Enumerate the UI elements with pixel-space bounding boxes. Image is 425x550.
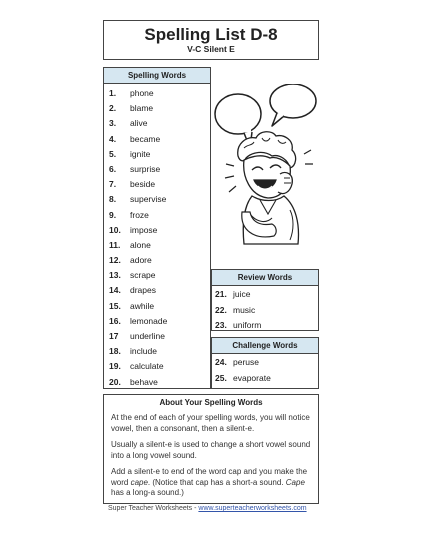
list-item bbox=[212, 355, 318, 371]
list-item bbox=[104, 329, 210, 344]
item-number: 22. bbox=[215, 304, 227, 315]
footer bbox=[108, 505, 307, 512]
list-item bbox=[104, 223, 210, 238]
list-item bbox=[104, 238, 210, 253]
list-item bbox=[104, 177, 210, 192]
list-item bbox=[104, 86, 210, 101]
item-word: alone bbox=[130, 239, 151, 250]
laughing-kid-speech-bubbles-icon bbox=[214, 84, 318, 264]
item-word: calculate bbox=[130, 361, 164, 372]
item-number: 19. bbox=[109, 361, 121, 372]
item-number: 14. bbox=[109, 285, 121, 296]
about-heading: About Your Spelling Words bbox=[159, 398, 263, 407]
about-text: . (Notice that cap has a short-a sound. bbox=[147, 477, 286, 487]
about-paragraph-3 bbox=[111, 467, 311, 499]
challenge-words-box bbox=[211, 337, 319, 389]
item-number: 25. bbox=[215, 372, 227, 383]
challenge-words-heading: Challenge Words bbox=[212, 338, 318, 354]
item-word: alive bbox=[130, 118, 148, 129]
item-word: behave bbox=[130, 376, 158, 387]
item-word: beside bbox=[130, 179, 156, 190]
list-item bbox=[212, 318, 318, 334]
about-paragraph-2: Usually a silent-e is used to change a short vowel sound into a long vowel sound. bbox=[111, 440, 311, 460]
item-number: 10. bbox=[109, 224, 121, 235]
about-box bbox=[103, 394, 319, 504]
list-item bbox=[212, 371, 318, 387]
list-item bbox=[104, 314, 210, 329]
page-subtitle: V-C Silent E bbox=[187, 44, 235, 54]
about-italic-word: cape bbox=[130, 477, 148, 487]
list-item bbox=[104, 253, 210, 268]
about-text: Add a silent-e to end of the word cap and you make the word bbox=[111, 467, 308, 487]
list-item bbox=[104, 116, 210, 131]
list-item bbox=[104, 359, 210, 374]
item-number: 18. bbox=[109, 346, 121, 357]
item-number: 12. bbox=[109, 255, 121, 266]
item-number: 3. bbox=[109, 118, 117, 129]
list-item bbox=[104, 132, 210, 147]
footer-link[interactable]: www.superteacherworksheets.com bbox=[198, 505, 307, 512]
item-word: music bbox=[233, 304, 256, 315]
item-number: 17 bbox=[109, 331, 119, 341]
list-item bbox=[104, 299, 210, 314]
list-item bbox=[104, 147, 210, 162]
item-number: 13. bbox=[109, 270, 121, 281]
item-number: 24. bbox=[215, 357, 227, 367]
spelling-words-box bbox=[103, 67, 211, 389]
title-box bbox=[103, 20, 319, 60]
item-word: ignite bbox=[130, 148, 151, 159]
item-word: froze bbox=[130, 209, 149, 220]
page-title: Spelling List D-8 bbox=[144, 25, 278, 44]
spelling-words-heading: Spelling Words bbox=[104, 68, 210, 84]
item-number: 23. bbox=[215, 320, 227, 330]
item-number: 20. bbox=[109, 376, 121, 387]
item-word: juice bbox=[233, 289, 251, 299]
review-words-box bbox=[211, 269, 319, 331]
about-italic-word: Cape bbox=[285, 477, 305, 487]
item-number: 5. bbox=[109, 148, 117, 159]
item-number: 4. bbox=[109, 133, 117, 144]
item-number: 2. bbox=[109, 103, 117, 114]
review-words-heading: Review Words bbox=[212, 270, 318, 286]
item-word: lemonade bbox=[130, 315, 168, 326]
list-item bbox=[104, 268, 210, 283]
item-number: 6. bbox=[109, 163, 117, 174]
item-word: supervise bbox=[130, 194, 167, 205]
item-word: uniform bbox=[233, 320, 262, 330]
list-item bbox=[104, 283, 210, 298]
list-item bbox=[104, 192, 210, 207]
list-item bbox=[104, 375, 210, 390]
item-word: evaporate bbox=[233, 372, 271, 383]
item-word: impose bbox=[130, 224, 158, 235]
item-number: 15. bbox=[109, 300, 121, 311]
item-word: became bbox=[130, 133, 161, 144]
item-number: 11. bbox=[109, 239, 121, 250]
list-item bbox=[104, 162, 210, 177]
item-word: drapes bbox=[130, 285, 156, 296]
item-word: awhile bbox=[130, 300, 155, 311]
item-word: include bbox=[130, 346, 157, 357]
footer-text: Super Teacher Worksheets - bbox=[108, 505, 199, 512]
item-number: 8. bbox=[109, 194, 117, 205]
list-item bbox=[104, 101, 210, 116]
about-text: has a long-a sound.) bbox=[111, 488, 184, 497]
item-word: adore bbox=[130, 255, 152, 266]
item-word: underline bbox=[130, 331, 165, 341]
item-number: 16. bbox=[109, 315, 121, 326]
item-number: 7. bbox=[109, 179, 117, 190]
item-word: blame bbox=[130, 103, 154, 114]
item-number: 9. bbox=[109, 209, 117, 220]
list-item bbox=[212, 303, 318, 319]
item-word: surprise bbox=[130, 163, 161, 174]
item-number: 1. bbox=[109, 88, 117, 98]
item-word: scrape bbox=[130, 270, 156, 281]
item-word: peruse bbox=[233, 357, 259, 367]
list-item bbox=[104, 344, 210, 359]
item-word: phone bbox=[130, 88, 154, 98]
about-paragraph-1: At the end of each of your spelling words, you will notice vowel, then a consonant, then a silent-e. bbox=[111, 413, 310, 433]
item-number: 21. bbox=[215, 289, 227, 299]
list-item bbox=[212, 287, 318, 303]
list-item bbox=[104, 208, 210, 223]
